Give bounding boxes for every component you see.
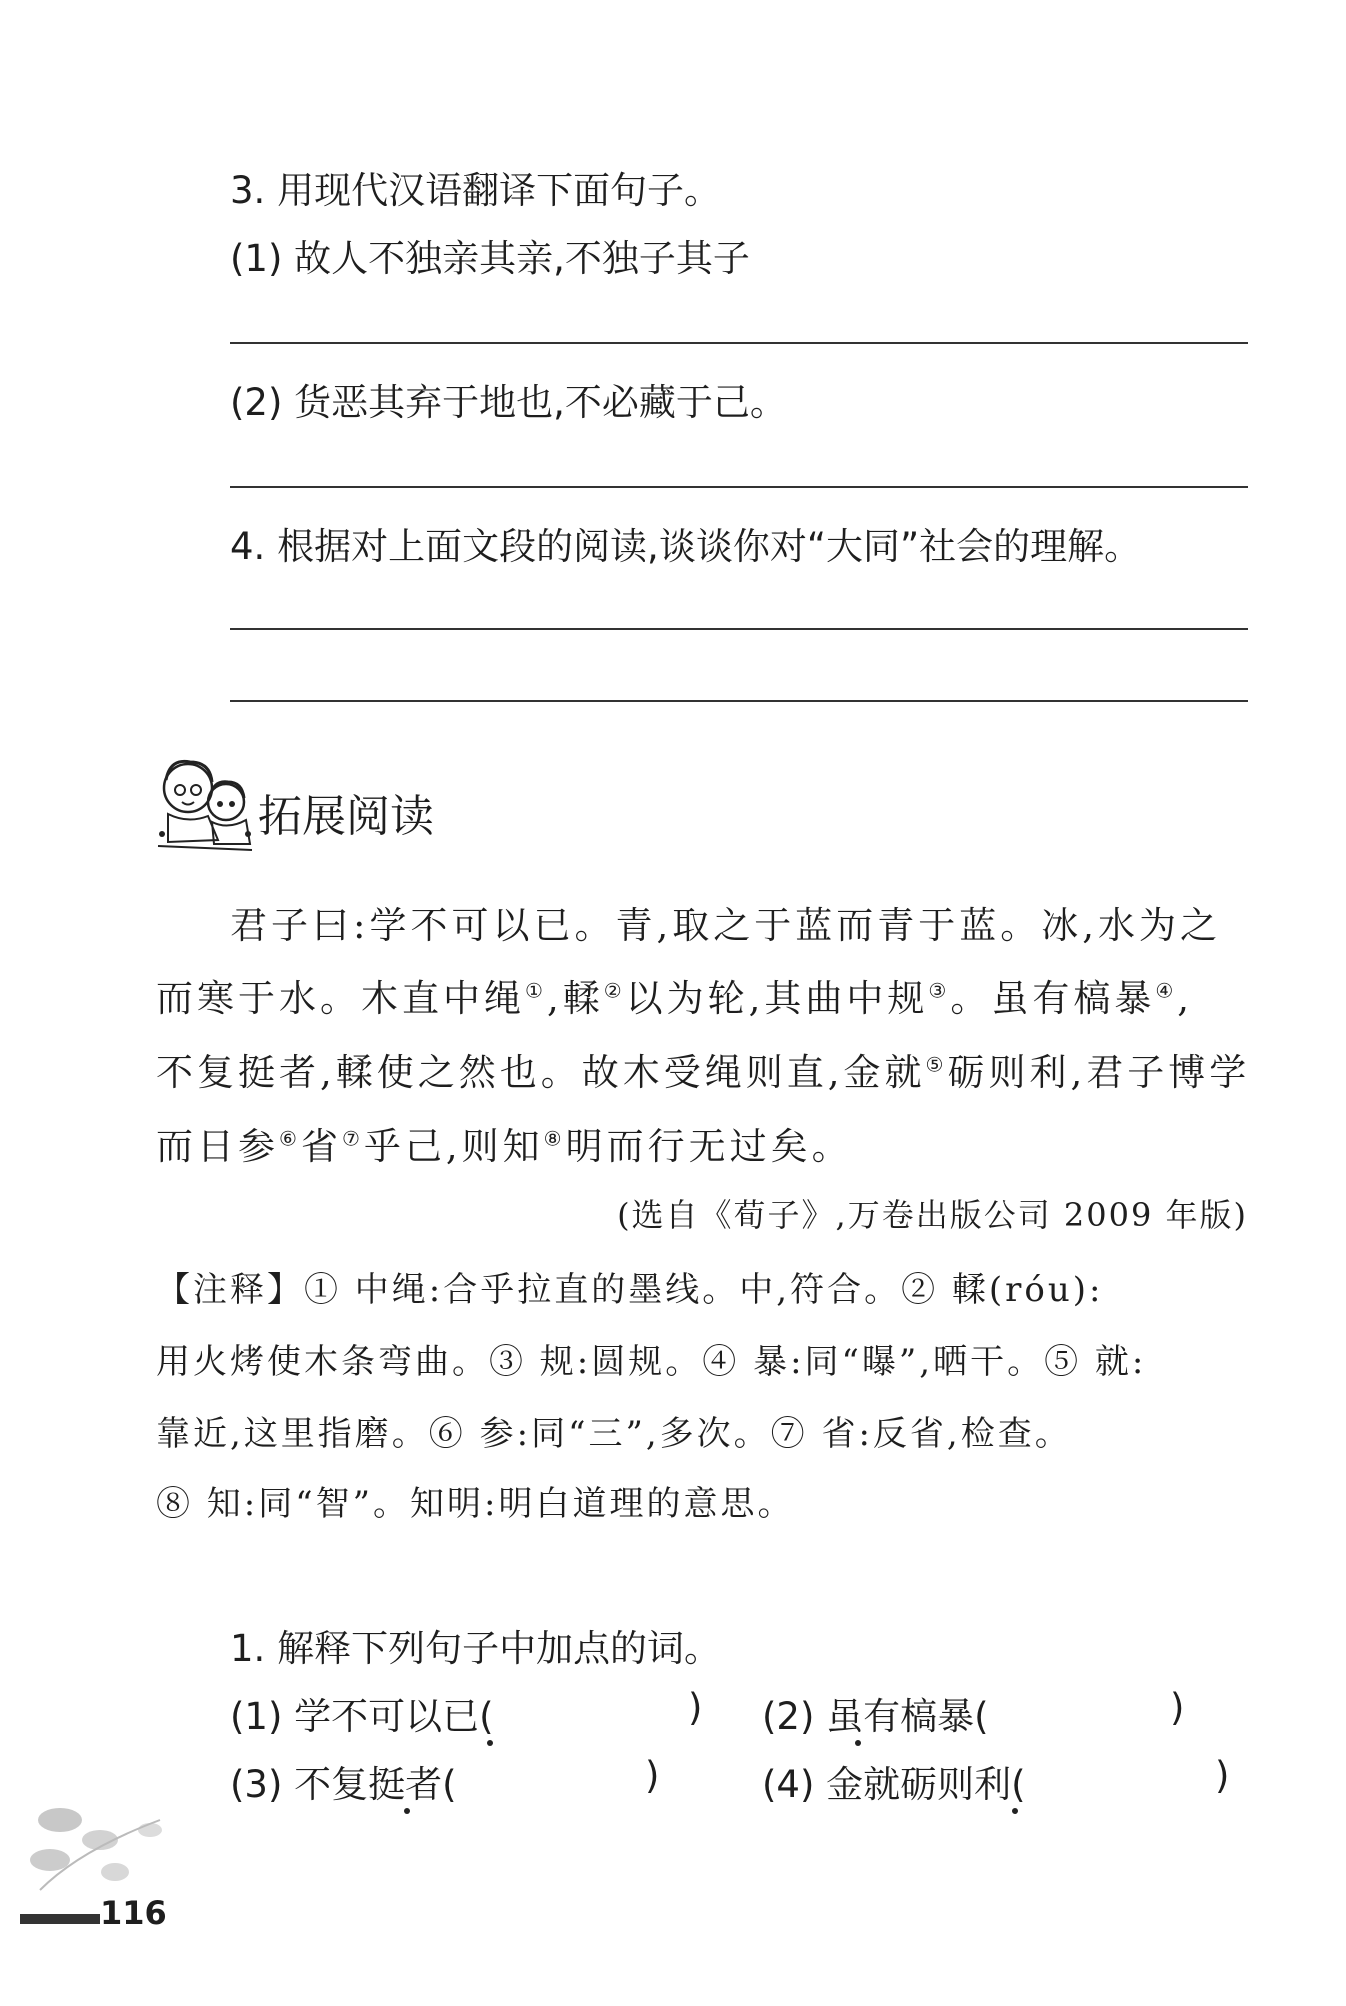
close-paren: )	[1170, 1686, 1185, 1729]
answer-line	[230, 628, 1248, 630]
leaf-decoration-icon	[20, 1790, 180, 1900]
passage-text: 明而行无过矣。	[565, 1125, 853, 1168]
passage-line-2	[156, 968, 1193, 1022]
answer-line	[230, 700, 1248, 702]
passage-text: 而日参	[156, 1125, 279, 1168]
question-3-item-1: (1) 故人不独亲其亲,不独子其子	[230, 237, 750, 280]
answer-line	[230, 486, 1248, 488]
footnote-marker: ④	[1155, 978, 1178, 1003]
emphasis-dot	[1012, 1808, 1018, 1814]
passage-text: ,輮	[546, 977, 604, 1020]
close-paren: )	[645, 1754, 660, 1797]
page-number: 116	[100, 1894, 167, 1932]
footnote-marker: ⑤	[925, 1052, 948, 1077]
passage-text: 砺则利,君子博学	[947, 1051, 1251, 1094]
passage-line-3	[156, 1042, 1250, 1096]
emphasis-dot	[487, 1740, 493, 1746]
footnote-marker: ⑧	[543, 1126, 566, 1151]
question-3-title: 3. 用现代汉语翻译下面句子。	[230, 169, 722, 212]
footnote-marker: ⑦	[341, 1126, 364, 1151]
passage-text: 以为轮,其曲中规	[625, 977, 929, 1020]
footnote-marker: ⑥	[279, 1126, 301, 1151]
close-paren: )	[1215, 1754, 1230, 1797]
passage-text: 。虽有槁暴	[950, 977, 1156, 1020]
reading-kids-icon	[148, 750, 256, 856]
footnote-marker: ①	[525, 978, 547, 1003]
question-1-item-2: (2) 虽有槁暴(	[762, 1695, 989, 1738]
passage-line-1: 君子曰:学不可以已。青,取之于蓝而青于蓝。冰,水为之	[230, 904, 1221, 947]
passage-text: 不复挺者,輮使之然也。故木受绳则直,金就	[156, 1051, 926, 1094]
notes-line-4: ⑧ 知:同“智”。知明:明白道理的意思。	[156, 1484, 795, 1524]
footnote-marker: ②	[603, 978, 626, 1003]
footnote-marker: ③	[928, 978, 951, 1003]
section-title: 拓展阅读	[258, 791, 434, 842]
passage-line-4	[156, 1116, 853, 1170]
passage-text: 而寒于水。木直中绳	[156, 977, 525, 1020]
passage-text: 省	[300, 1125, 342, 1168]
emphasis-dot	[855, 1740, 861, 1746]
question-1-item-3: (3) 不复挺者(	[230, 1763, 457, 1806]
notes-line-3: 靠近,这里指磨。⑥ 参:同“三”,多次。⑦ 省:反省,检查。	[156, 1414, 1072, 1454]
passage-text: 乎己,则知	[363, 1125, 544, 1168]
question-3-item-2: (2) 货恶其弃于地也,不必藏于己。	[230, 381, 787, 424]
question-1-title: 1. 解释下列句子中加点的词。	[230, 1627, 722, 1670]
emphasis-dot	[404, 1808, 410, 1814]
notes-line-1: 【注释】① 中绳:合乎拉直的墨线。中,符合。② 輮(róu):	[156, 1270, 1104, 1310]
answer-line	[230, 342, 1248, 344]
question-1-item-1: (1) 学不可以已(	[230, 1695, 494, 1738]
notes-line-2: 用火烤使木条弯曲。③ 规:圆规。④ 暴:同“曝”,晒干。⑤ 就:	[156, 1342, 1147, 1382]
question-4-title: 4. 根据对上面文段的阅读,谈谈你对“大同”社会的理解。	[230, 525, 1142, 568]
passage-source: (选自《荀子》,万卷出版公司 2009 年版)	[617, 1196, 1248, 1234]
passage-text: ,	[1177, 977, 1194, 1020]
footer-bar	[20, 1914, 100, 1924]
close-paren: )	[688, 1686, 703, 1729]
question-1-item-4: (4) 金就砺则利(	[762, 1763, 1026, 1806]
